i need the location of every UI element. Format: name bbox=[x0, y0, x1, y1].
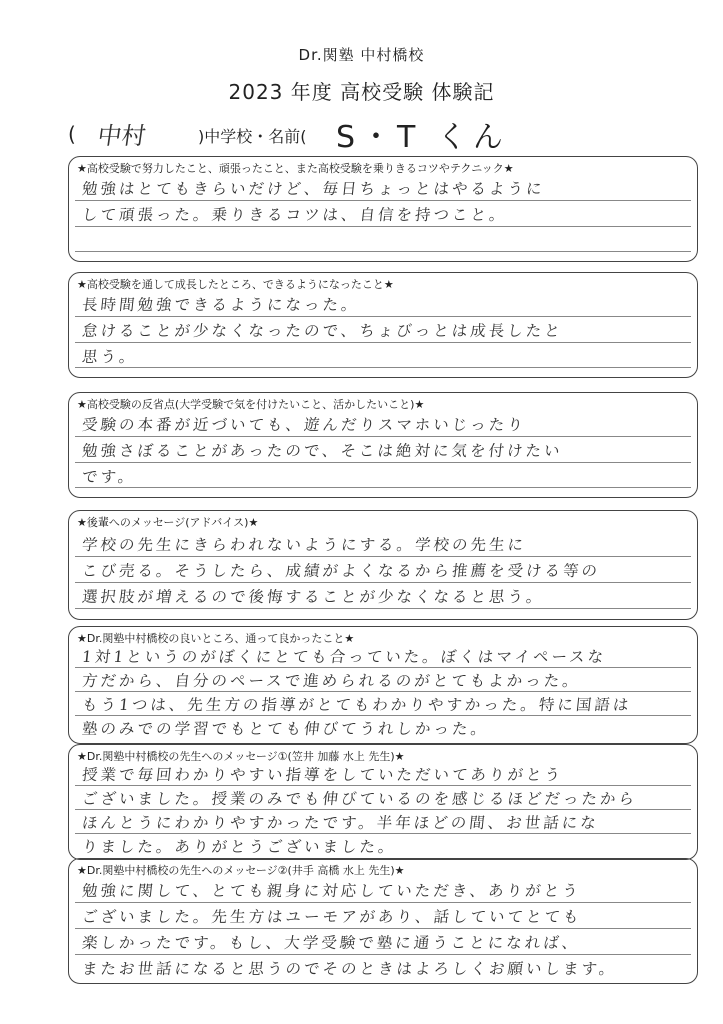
answer-line: 学校の先生にきらわれないようにする。学校の先生に bbox=[81, 536, 528, 554]
section-title: ★高校受験を通して成長したところ、できるようになったこと★ bbox=[77, 278, 394, 291]
answer-line: 授業で毎回わかりやすい指導をしていただいてありがとう bbox=[81, 766, 565, 784]
answer-line: またお世話になると思うのでそのときはよろしくお願いします。 bbox=[81, 960, 619, 978]
section-title: ★Dr.関塾中村橋校の良いところ、通って良かったこと★ bbox=[77, 632, 355, 645]
answer-line: 長時間勉強できるようになった。 bbox=[81, 296, 361, 314]
section-title: ★高校受験で努力したこと、頑張ったこと、また高校受験を乗りきるコツやテクニック★ bbox=[77, 162, 514, 175]
answer-line: こび売る。そうしたら、成績がよくなるから推薦を受ける等の bbox=[81, 562, 602, 580]
answer-line: 勉強はとてもきらいだけど、毎日ちょっとはやるように bbox=[81, 180, 546, 198]
answer-line: もう1つは、先生方の指導がとてもわかりやすかった。特に国語は bbox=[81, 696, 633, 714]
answer-line: ほんとうにわかりやすかったです。半年ほどの間、お世話にな bbox=[81, 814, 600, 832]
answer-line: 選択肢が増えるので後悔することが少なくなると思う。 bbox=[81, 588, 546, 606]
school-name-handwritten: 中村 bbox=[95, 122, 148, 150]
section-advice bbox=[68, 510, 698, 620]
answer-line: ございました。授業のみでも伸びているのを感じるほどだったから bbox=[81, 790, 639, 808]
answer-line: りました。ありがとうございました。 bbox=[81, 838, 398, 856]
answer-line: 塾のみでの学習でもとても伸びてうれしかった。 bbox=[81, 720, 491, 738]
section-reflection bbox=[68, 392, 698, 498]
answer-line: です。 bbox=[81, 468, 138, 486]
essay-title: 2023 年度 高校受験 体験記 bbox=[228, 80, 495, 104]
school-header: Dr.関塾 中村橋校 bbox=[298, 46, 425, 64]
section-growth bbox=[68, 272, 698, 378]
student-name: S・T くん bbox=[336, 120, 509, 155]
section-message-teachers-2 bbox=[68, 858, 698, 984]
open-paren: ( bbox=[68, 122, 76, 146]
section-title: ★Dr.関塾中村橋校の先生へのメッセージ②(井手 高橋 水上 先生)★ bbox=[77, 864, 405, 877]
section-title: ★Dr.関塾中村橋校の先生へのメッセージ①(笠井 加藤 水上 先生)★ bbox=[77, 750, 405, 763]
section-message-teachers-1 bbox=[68, 744, 698, 860]
answer-line: して頑張った。乗りきるコツは、自信を持つこと。 bbox=[81, 206, 509, 224]
answer-line: 思う。 bbox=[81, 348, 139, 366]
answer-line: 受験の本番が近づいても、遊んだりスマホいじったり bbox=[81, 416, 527, 434]
answer-line: 方だから、自分のペースで進められるのがとてもよかった。 bbox=[81, 672, 582, 690]
answer-line: 楽しかったです。もし、大学受験で塾に通うことになれば、 bbox=[81, 934, 582, 952]
section-title: ★後輩へのメッセージ(アドバイス)★ bbox=[77, 516, 259, 529]
answer-line: 勉強に関して、とても親身に対応していただき、ありがとう bbox=[81, 882, 582, 900]
answer-line: ございました。先生方はユーモアがあり、話していてとても bbox=[81, 908, 583, 926]
section-effort bbox=[68, 156, 698, 262]
answer-line: 勉強さぼることがあったので、そこは絶対に気を付けたい bbox=[81, 442, 564, 460]
section-good-points bbox=[68, 626, 698, 744]
answer-line: 1対1というのがぼくにとても合っていた。ぼくはマイペースな bbox=[81, 648, 608, 666]
student-name-line bbox=[68, 114, 668, 154]
school-name-label: )中学校・名前( bbox=[198, 127, 307, 146]
answer-line: 怠けることが少なくなったので、ちょびっとは成長したと bbox=[81, 322, 564, 340]
section-title: ★高校受験の反省点(大学受験で気を付けたいこと、活かしたいこと)★ bbox=[77, 398, 425, 411]
